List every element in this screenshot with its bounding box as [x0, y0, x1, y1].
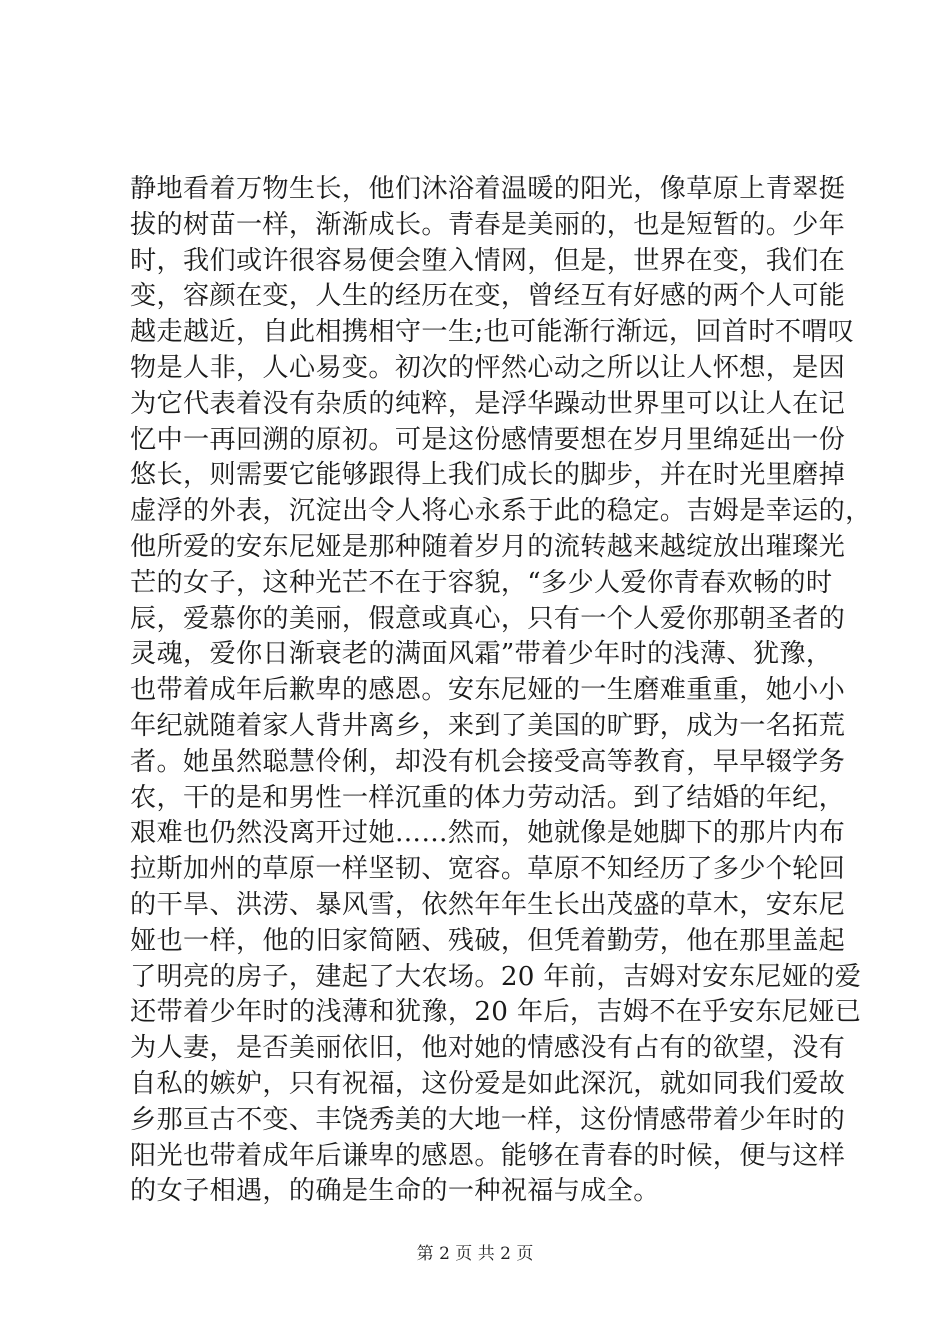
paragraph-line: 拉斯加州的草原一样坚韧、宽容。草原不知经历了多少个轮回 [130, 854, 846, 885]
paragraph-line: 娅也一样，他的旧家简陋、残破，但凭着勤劳，他在那里盖起 [130, 925, 846, 956]
paragraph-line: 者。她虽然聪慧伶俐，却没有机会接受高等教育，早早辍学务 [130, 746, 846, 777]
paragraph-line: 为人妻，是否美丽依旧，他对她的情感没有占有的欲望，没有 [130, 1033, 846, 1064]
paragraph-line: 灵魂，爱你日渐衰老的满面风霜”带着少年时的浅薄、犹豫， [130, 639, 833, 670]
paragraph-line: 农，干的是和男性一样沉重的体力劳动活。到了结婚的年纪， [130, 782, 846, 813]
paragraph-line: 的女子相遇，的确是生命的一种祝福与成全。 [130, 1176, 660, 1207]
paragraph-line: 越走越近，自此相携相守一生;也可能渐行渐远，回首时不喟叹 [130, 317, 855, 348]
paragraph-line: 阳光也带着成年后谦卑的感恩。能够在青春的时候，便与这样 [130, 1140, 846, 1171]
paragraph-line: 自私的嫉妒，只有祝福，这份爱是如此深沉，就如同我们爱故 [130, 1068, 846, 1099]
paragraph-line: 为它代表着没有杂质的纯粹，是浮华躁动世界里可以让人在记 [130, 388, 846, 419]
paragraph-line: 静地看着万物生长，他们沐浴着温暖的阳光，像草原上青翠挺 [130, 174, 846, 204]
paragraph-line: 时，我们或许很容易便会堕入情网，但是，世界在变，我们在 [130, 245, 846, 276]
paragraph-line: 也带着成年后歉卑的感恩。安东尼娅的一生磨难重重，她小小 [130, 675, 846, 706]
paragraph-line: 芒的女子，这种光芒不在于容貌，“多少人爱你青春欢畅的时 [130, 567, 833, 598]
paragraph-line: 拔的树苗一样，渐渐成长。青春是美丽的，也是短暂的。少年 [130, 209, 846, 240]
paragraph-line: 的干旱、洪涝、暴风雪，依然年年生长出茂盛的草木，安东尼 [130, 889, 846, 920]
paragraph-line: 还带着少年时的浅薄和犹豫，20 年后，吉姆不在乎安东尼娅已 [130, 997, 862, 1028]
paragraph-line: 了明亮的房子，建起了大农场。20 年前，吉姆对安东尼娅的爱 [130, 961, 862, 992]
paragraph-line: 乡那亘古不变、丰饶秀美的大地一样，这份情感带着少年时的 [130, 1104, 846, 1135]
paragraph-line: 艰难也仍然没离开过她……然而，她就像是她脚下的那片内布 [130, 818, 846, 849]
paragraph-line: 忆中一再回溯的原初。可是这份感情要想在岁月里绵延出一份 [130, 424, 846, 455]
paragraph-line: 虚浮的外表，沉淀出令人将心永系于此的稳定。吉姆是幸运的， [130, 496, 872, 527]
paragraph-line: 辰，爱慕你的美丽，假意或真心，只有一个人爱你那朝圣者的 [130, 603, 846, 634]
paragraph-line: 物是人非，人心易变。初次的怦然心动之所以让人怀想，是因 [130, 352, 846, 383]
body-paragraph [130, 172, 872, 1210]
paragraph-line: 变，容颜在变，人生的经历在变，曾经互有好感的两个人可能 [130, 281, 846, 312]
page-number-footer: 第 2 页 共 2 页 [416, 1244, 534, 1264]
paragraph-line: 悠长，则需要它能够跟得上我们成长的脚步，并在时光里磨掉 [130, 460, 846, 491]
paragraph-line: 他所爱的安东尼娅是那种随着岁月的流转越来越绽放出璀璨光 [130, 531, 846, 562]
paragraph-line: 年纪就随着家人背井离乡，来到了美国的旷野，成为一名拓荒 [130, 710, 846, 741]
